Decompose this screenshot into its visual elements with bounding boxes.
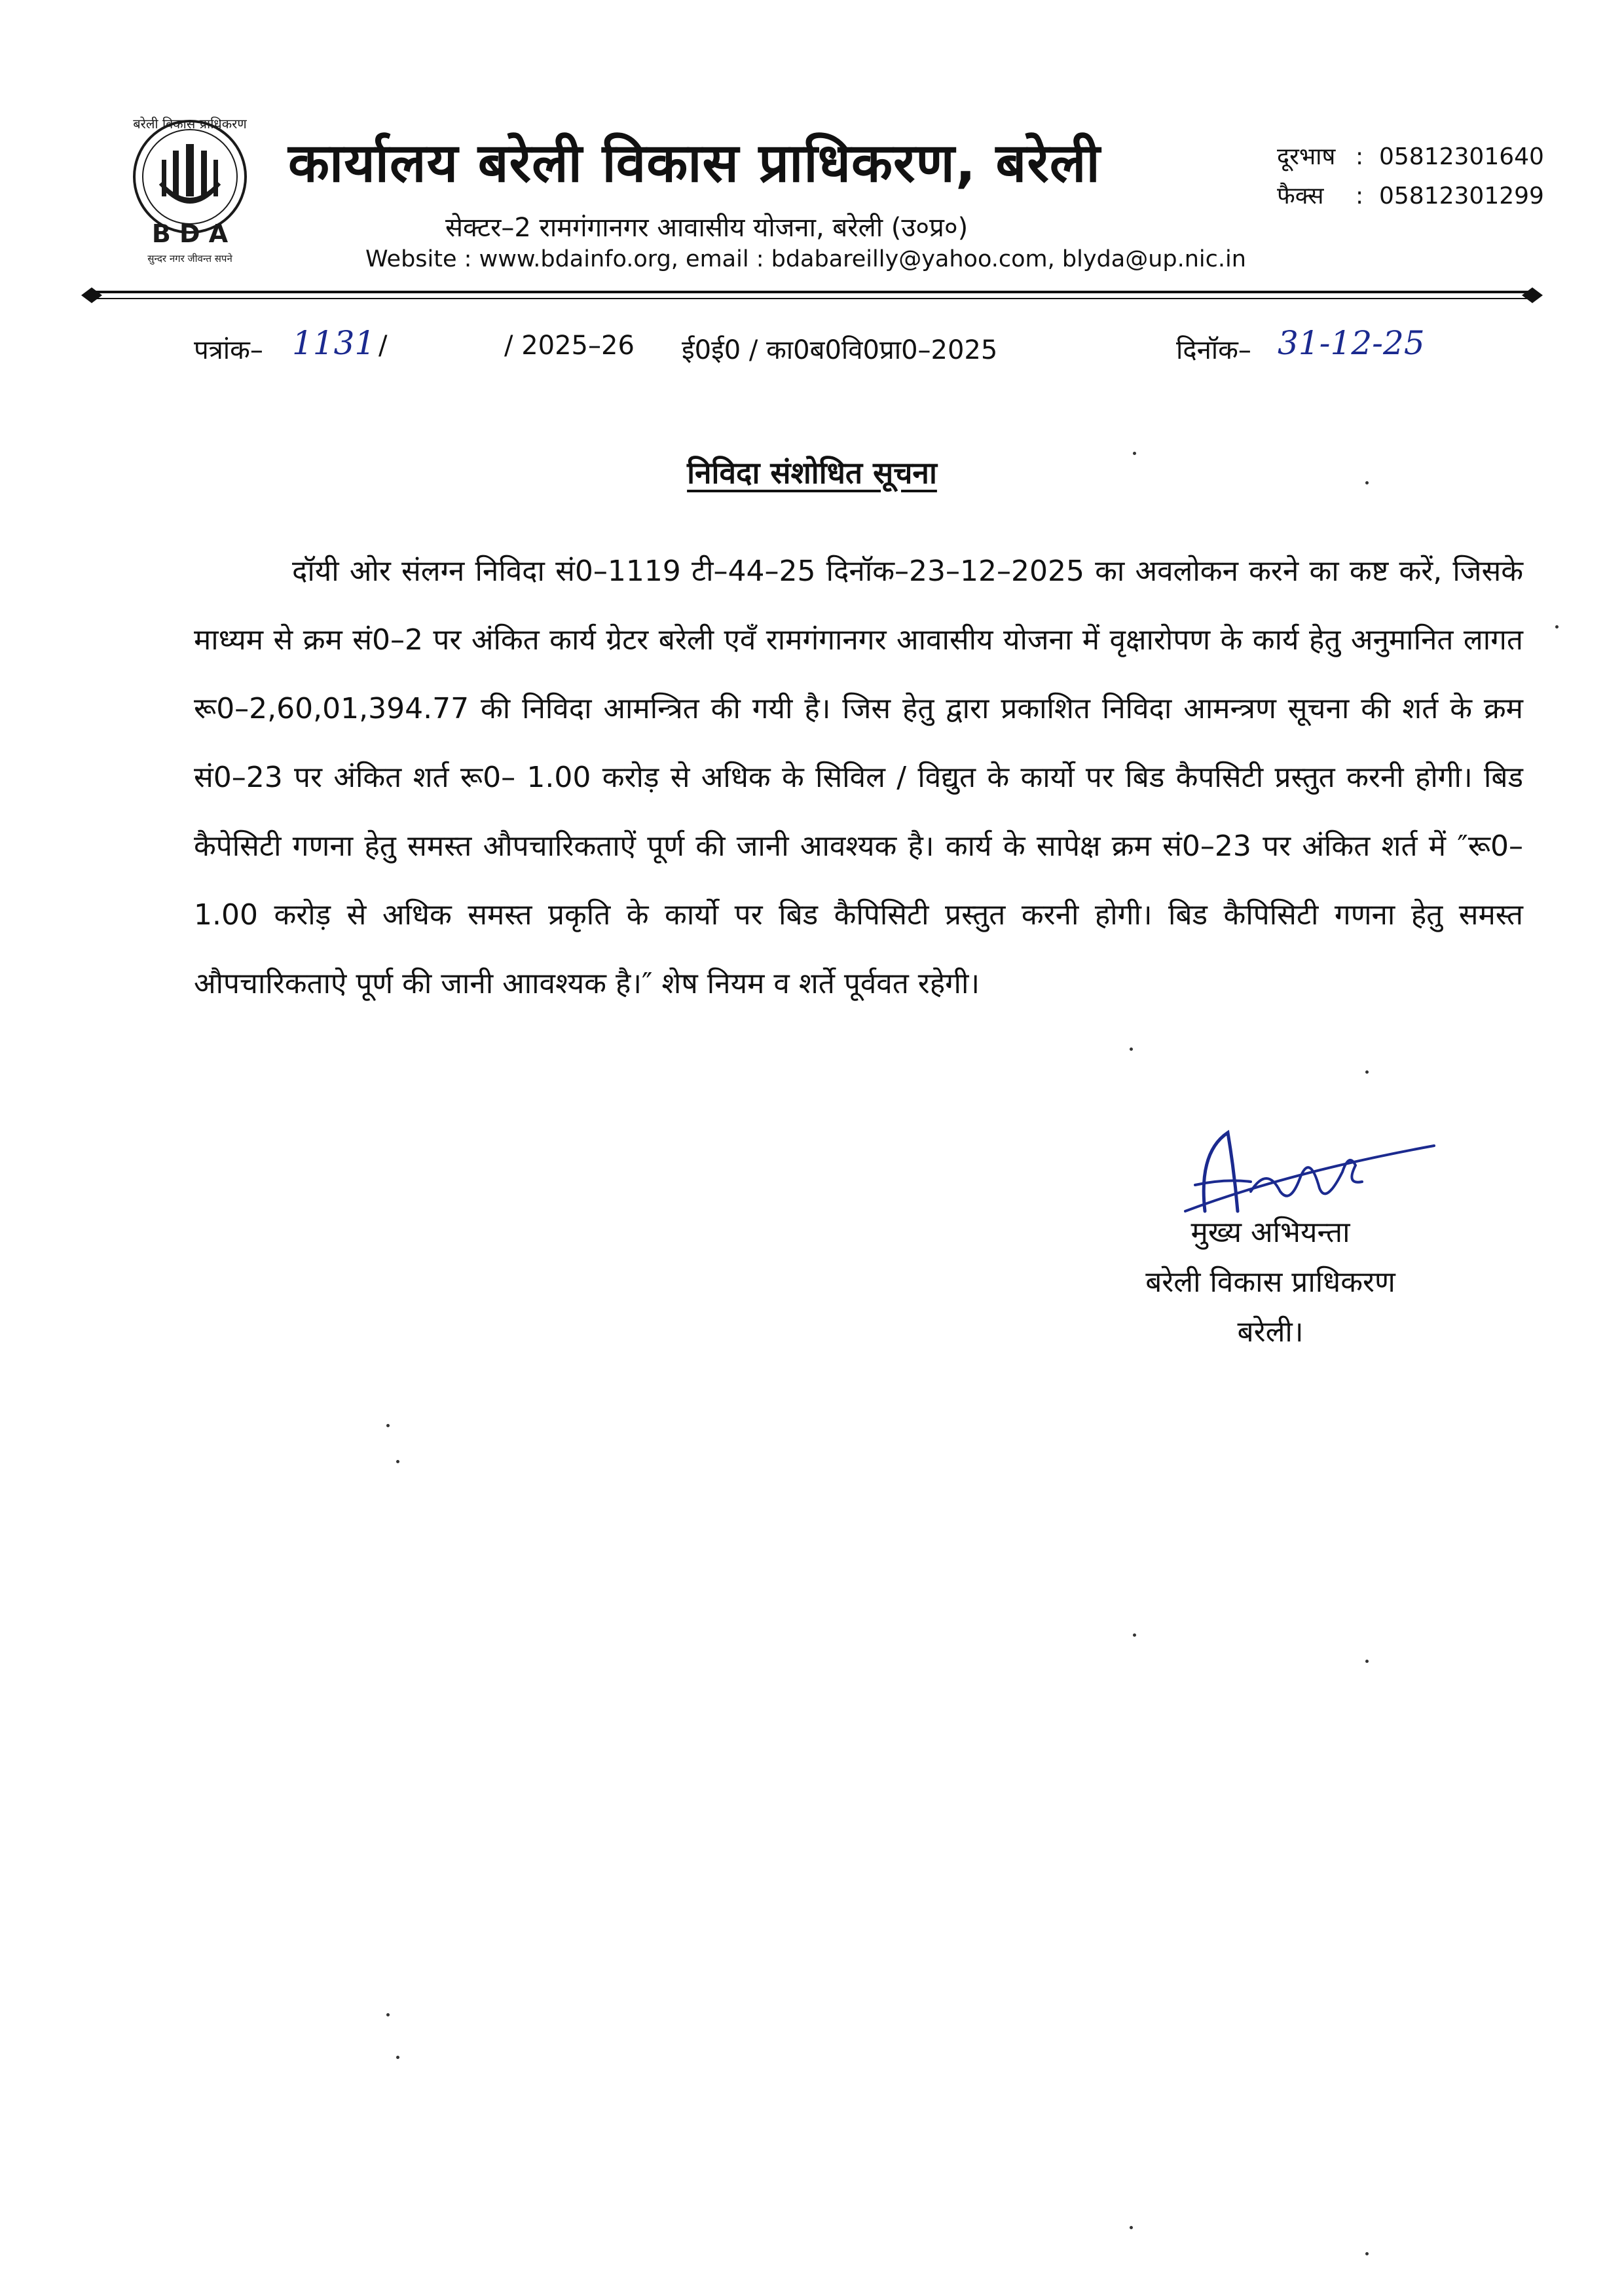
header-divider [79, 282, 1545, 308]
phone-row [1277, 137, 1544, 177]
org-title: कार्यालय बरेली विकास प्राधिकरण, बरेली [288, 132, 1101, 194]
website-email-line: Website : www.bdainfo.org, email : bdabareilly@yahoo.com, blyda@up.nic.in [365, 246, 1246, 272]
scan-speck [1133, 1633, 1136, 1637]
contact-block [1277, 137, 1544, 216]
date-label: दिनॉक– [1176, 335, 1251, 365]
phone-label: दूरभाष [1277, 143, 1336, 170]
year-ref: / 2025–26 [504, 331, 635, 361]
scan-speck [386, 1424, 390, 1427]
scan-speck [1365, 481, 1369, 484]
logo-arc-text: बरेली विकास प्राधिकरण [133, 116, 247, 132]
patrank-label: पत्रांक– [194, 335, 263, 365]
fax-number: 05812301299 [1379, 183, 1544, 210]
fax-label: फैक्स [1277, 183, 1324, 210]
notice-paragraph: दॉयी ओर संलग्न निविदा सं0–1119 टी–44–25 दिनॉक–23–12–2025 का अवलोकन करने का कष्ट करें, जिसके माध्यम से क्रम सं0–2 पर अंकित कार्य ग्रेटर बरेली एवँ रामगंगानगर आवासीय योजना में वृक्षारोपण के कार्य हेतु अनुमानित लागत रू0–2,60,01,394.77 की निविदा आमन्त्रित की गयी है। जिस हेतु द्वारा प्रकाशित निविदा आमन्त्रण सूचना की शर्त के क्रम सं0–23 पर अंकित शर्त रू0– 1.00 करोड़ से अधिक के सिविल / विद्युत के कार्यो पर बिड कैपसिटी प्रस्तुत करनी होगी। बिड कैपेसिटी गणना हेतु समस्त औपचारिकताऐं पूर्ण की जानी आवश्यक है। कार्य के सापेक्ष क्रम सं0–23 पर अंकित शर्त में ″रू0–1.00 करोड़ से अधिक समस्त प्रकृति के कार्यो पर बिड कैपिसिटी प्रस्तुत करनी होगी। बिड कैपिसिटी गणना हेतु समस्त औपचारिकताऐ पूर्ण की जानी आावश्यक है।″ शेष नियम व शर्ते पूर्ववत रहेगी। [194, 555, 1523, 1000]
office-code: ई0ई0 / का0ब0वि0प्रा0–2025 [682, 335, 998, 365]
signatory-organisation: बरेली विकास प्राधिकरण [1145, 1266, 1395, 1299]
scan-speck [396, 1460, 399, 1463]
phone-sep: : [1356, 143, 1364, 170]
signatory-designation: मुख्य अभियन्ता [1190, 1216, 1350, 1249]
patrank-slash: / [378, 331, 388, 361]
signatory-block [1041, 1208, 1500, 1357]
signatory-city: बरेली। [1237, 1315, 1304, 1349]
scan-speck [1365, 2252, 1369, 2255]
notice-subject: निविदा संशोधित सूचना [687, 455, 937, 490]
divider-diamond-left [81, 287, 102, 303]
divider-diamond-right [1522, 287, 1543, 303]
reference-line [194, 324, 1504, 370]
org-address: सेक्टर–2 रामगंगानगर आवासीय योजना, बरेली (उ०प्र०) [445, 213, 969, 243]
scan-speck [1133, 452, 1136, 455]
logo-abbr: B D A [151, 219, 229, 248]
scan-speck [386, 2013, 390, 2016]
fax-row [1277, 177, 1544, 216]
fax-sep: : [1356, 183, 1364, 210]
scan-speck [1365, 1070, 1369, 1074]
scan-speck [1130, 2226, 1133, 2229]
scan-speck [1130, 1048, 1133, 1051]
patrank-number: 1131 [292, 324, 376, 362]
bda-logo [98, 111, 282, 268]
date-value: 31-12-25 [1278, 324, 1425, 362]
scan-speck [1555, 625, 1559, 629]
scan-speck [1365, 1660, 1369, 1663]
logo-motto: सुन्दर नगर जीवन्त सपने [147, 253, 232, 264]
phone-number: 05812301640 [1379, 143, 1544, 170]
scan-speck [396, 2056, 399, 2059]
